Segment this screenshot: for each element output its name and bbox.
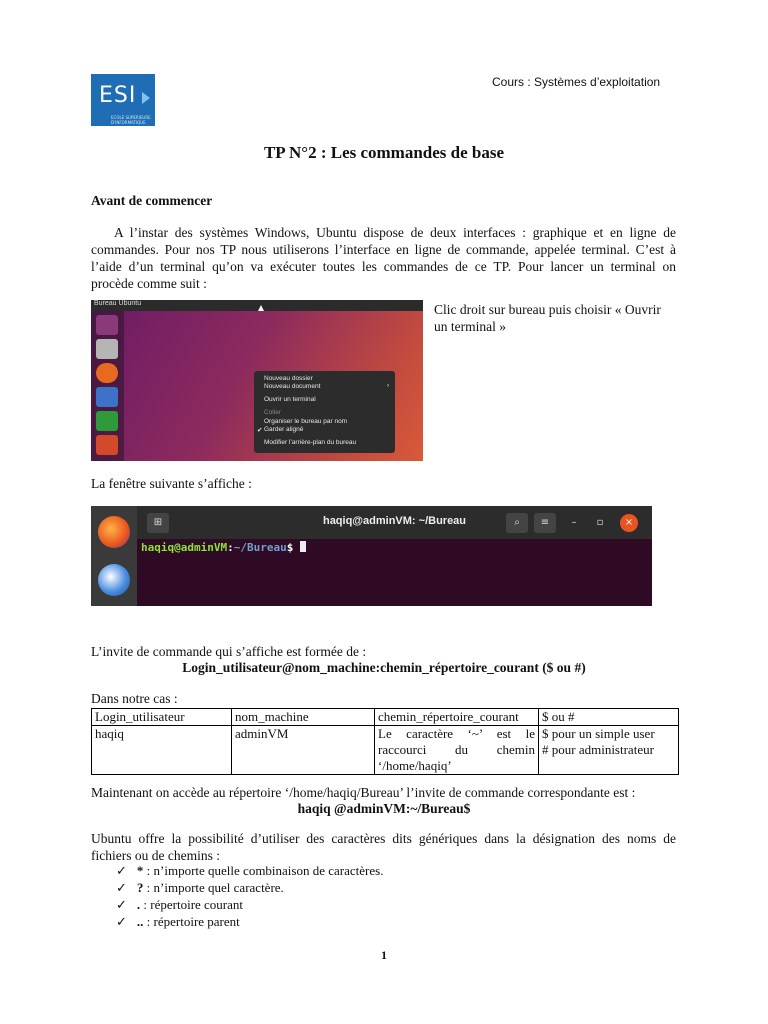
checkmark-icon: ✓ <box>116 863 127 878</box>
close-icon[interactable]: × <box>620 514 638 532</box>
terminal-prompt[interactable] <box>141 541 306 554</box>
context-menu <box>254 371 395 453</box>
path-line-2: raccourci du chemin <box>378 742 535 757</box>
symbol-line-1: $ pour un simple user <box>542 726 655 741</box>
course-title: Cours : Systèmes d’exploitation <box>492 75 661 89</box>
table-header-row <box>92 709 679 726</box>
table-row <box>92 726 679 775</box>
wildcard-desc: : répertoire parent <box>143 914 240 929</box>
esi-logo <box>91 74 155 126</box>
table-cell-path <box>375 726 539 775</box>
caption-right-line-1: Clic droit sur bureau puis choisir « Ouvrir <box>434 302 661 317</box>
path-line-1: Le caractère ‘~’ est le <box>378 726 535 741</box>
wildcard-desc: : n’importe quelle combinaison de caractères. <box>143 863 384 878</box>
wildcard-symbol: ? <box>136 880 144 895</box>
files-icon <box>96 339 118 359</box>
table-cell-symbol <box>539 726 679 775</box>
wildcard-symbol: .. <box>136 914 144 929</box>
dock <box>91 506 137 606</box>
check-icon: ✔ <box>257 427 263 434</box>
table-cell-login: haqiq <box>92 726 232 775</box>
play-arrow-icon <box>142 92 150 104</box>
list-item <box>116 896 383 913</box>
launcher-bar <box>91 311 124 461</box>
path-line-3: ‘/home/haqiq’ <box>378 758 452 773</box>
access-prompt: haqiq @adminVM:~/Bureau$ <box>297 801 471 816</box>
wildcard-list <box>116 862 383 930</box>
list-item <box>116 862 383 879</box>
case-label: Dans notre cas : <box>91 691 178 706</box>
checkmark-icon: ✓ <box>116 880 127 895</box>
menu-item-new-folder[interactable]: Nouveau dossier <box>264 375 313 382</box>
chevron-right-icon: › <box>387 382 390 389</box>
thunderbird-icon[interactable] <box>98 564 130 596</box>
page-number: 1 <box>381 948 387 962</box>
wildcard-desc: : répertoire courant <box>140 897 244 912</box>
menu-item-change-background[interactable]: Modifier l’arrière-plan du bureau <box>264 439 357 446</box>
prompt-format: Login_utilisateur@nom_machine:chemin_répertoire_courant ($ ou #) <box>182 660 586 675</box>
prompt-user: haqiq@adminVM <box>141 541 228 554</box>
terminal-title: haqiq@adminVM: ~/Bureau <box>322 515 467 527</box>
table-header: $ ou # <box>539 709 679 726</box>
impress-icon <box>96 435 118 455</box>
wildcard-symbol: . <box>136 897 141 912</box>
terminal-screenshot <box>91 506 652 606</box>
logo-subtext: ECOLE SUPERIEURE D'INFORMATIQUE <box>111 115 151 125</box>
table-cell-machine: adminVM <box>232 726 375 775</box>
firefox-icon[interactable] <box>98 516 130 548</box>
symbol-line-2: # pour administrateur <box>542 742 654 757</box>
access-text: Maintenant on accède au répertoire ‘/home/haqiq/Bureau’ l’invite de commande correspondante est : <box>91 785 636 800</box>
table-header: chemin_répertoire_courant <box>375 709 539 726</box>
wildcard-symbol: * <box>136 863 144 878</box>
mouse-cursor-icon <box>258 305 264 311</box>
desktop-screenshot <box>91 300 423 461</box>
intro-line-3: l’aide d’un terminal qu’on va exécuter toutes les commandes de ce TP. Pour lancer un terminal on <box>91 259 676 274</box>
minimize-icon[interactable]: – <box>571 517 577 528</box>
intro-line-2: commandes. Pour nos TP nous utiliserons l’interface en ligne de commande, appelée terminal. C’est à <box>91 242 676 257</box>
table-header: Login_utilisateur <box>92 709 232 726</box>
writer-icon <box>96 387 118 407</box>
terminal-titlebar <box>137 506 652 539</box>
caption-right-line-2: un terminal » <box>434 319 506 334</box>
wildcard-line-2: fichiers ou de chemins : <box>91 848 220 863</box>
logo-text: ESI <box>99 83 137 108</box>
prompt-table <box>91 708 679 775</box>
menu-item-new-document[interactable]: Nouveau document <box>264 383 321 390</box>
table-header: nom_machine <box>232 709 375 726</box>
firefox-icon <box>96 363 118 383</box>
ubuntu-logo-icon <box>96 315 118 335</box>
calc-icon <box>96 411 118 431</box>
list-item <box>116 879 383 896</box>
maximize-icon[interactable]: ▫ <box>596 517 604 528</box>
text-cursor <box>300 541 306 552</box>
desktop-topbar <box>91 300 423 311</box>
search-icon[interactable]: ⌕ <box>506 513 528 533</box>
window-caption: La fenêtre suivante s’affiche : <box>91 476 252 491</box>
menu-item-keep-aligned[interactable]: Garder aligné <box>264 426 304 433</box>
intro-line-1: A l’instar des systèmes Windows, Ubuntu dispose de deux interfaces : graphique et en ligne de <box>114 225 676 240</box>
section-heading: Avant de commencer <box>91 193 213 208</box>
prompt-path: ~/Bureau <box>233 541 287 554</box>
intro-paragraph <box>91 224 676 292</box>
desktop-topbar-label: Bureau Ubuntu <box>94 300 142 307</box>
prompt-separator: : <box>227 541 234 554</box>
wildcard-line-1: Ubuntu offre la possibilité d’utiliser des caractères dits génériques dans la désignation des noms de <box>91 831 676 846</box>
intro-line-4: procède comme suit : <box>91 276 207 291</box>
menu-item-paste[interactable]: Coller <box>264 409 281 416</box>
menu-item-organize[interactable]: Organiser le bureau par nom <box>264 418 348 425</box>
wildcard-desc: : n’importe quel caractère. <box>143 880 284 895</box>
new-tab-icon[interactable]: ⊞ <box>147 513 169 533</box>
caption-right <box>434 301 661 335</box>
prompt-description: L’invite de commande qui s’affiche est formée de : <box>91 644 367 659</box>
menu-item-open-terminal[interactable]: Ouvrir un terminal <box>264 396 316 403</box>
menu-icon[interactable]: ≡ <box>534 513 556 533</box>
list-item <box>116 913 383 930</box>
prompt-symbol: $ <box>286 541 294 554</box>
wildcard-paragraph <box>91 830 676 864</box>
checkmark-icon: ✓ <box>116 914 127 929</box>
page-title: TP N°2 : Les commandes de base <box>263 143 505 162</box>
checkmark-icon: ✓ <box>116 897 127 912</box>
